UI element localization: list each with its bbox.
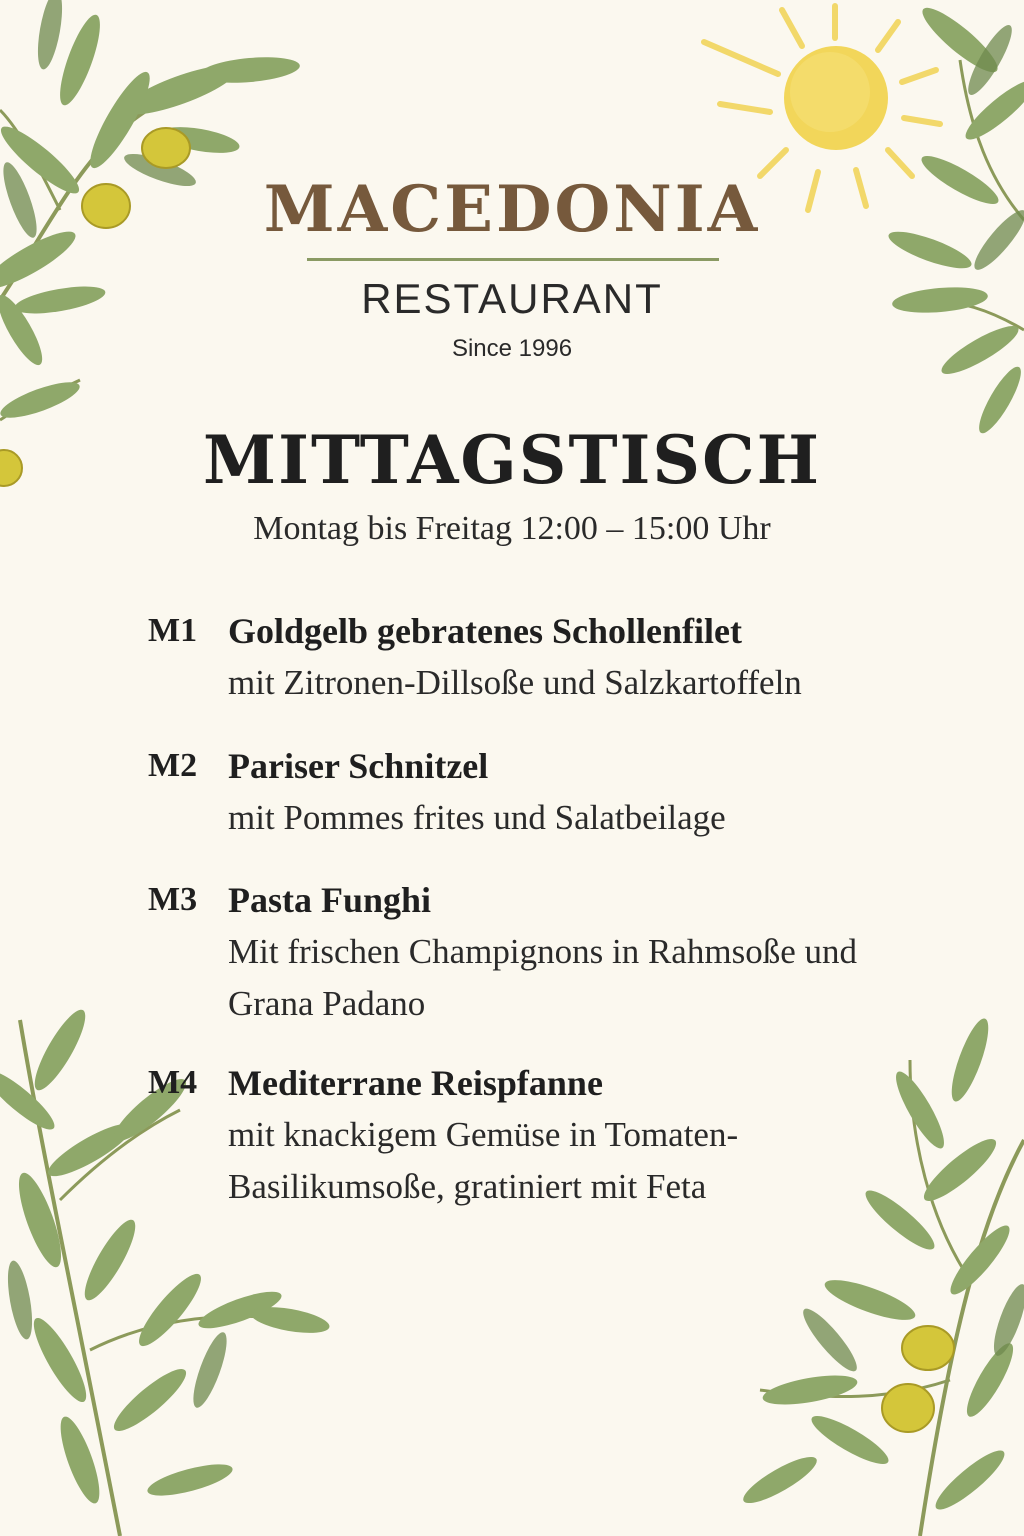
dish-name: Mediterrane Reispfanne <box>228 1063 603 1103</box>
menu-hours: Montag bis Freitag 12:00 – 15:00 Uhr <box>253 510 771 547</box>
menu-title: MITTAGSTISCH <box>203 421 821 499</box>
restaurant-subtitle: RESTAURANT <box>361 275 663 322</box>
dish-description: mit knackigem Gemüse in Tomaten-Basilikumsoße, gratiniert mit Feta <box>228 1115 739 1206</box>
dish-code: M4 <box>148 1064 198 1101</box>
since-label: Since 1996 <box>451 335 573 362</box>
dish-description: mit Pommes frites und Salatbeilage <box>228 798 726 837</box>
olive-branch-icon <box>720 1020 1024 1536</box>
restaurant-name: MACEDONIA <box>263 172 761 247</box>
dish-description: Mit frischen Champignons in Rahmsoße und Grana Padano <box>228 932 857 1023</box>
header-divider <box>307 258 719 261</box>
dish-code: M1 <box>148 612 198 649</box>
dish-name: Goldgelb gebratenes Schollenfilet <box>228 611 742 651</box>
dish-code: M2 <box>148 747 198 784</box>
dish-code: M3 <box>148 881 198 918</box>
dish-description: mit Zitronen-Dillsoße und Salzkartoffeln <box>228 663 802 702</box>
dish-name: Pasta Funghi <box>228 880 432 920</box>
dish-name: Pariser Schnitzel <box>228 746 489 786</box>
